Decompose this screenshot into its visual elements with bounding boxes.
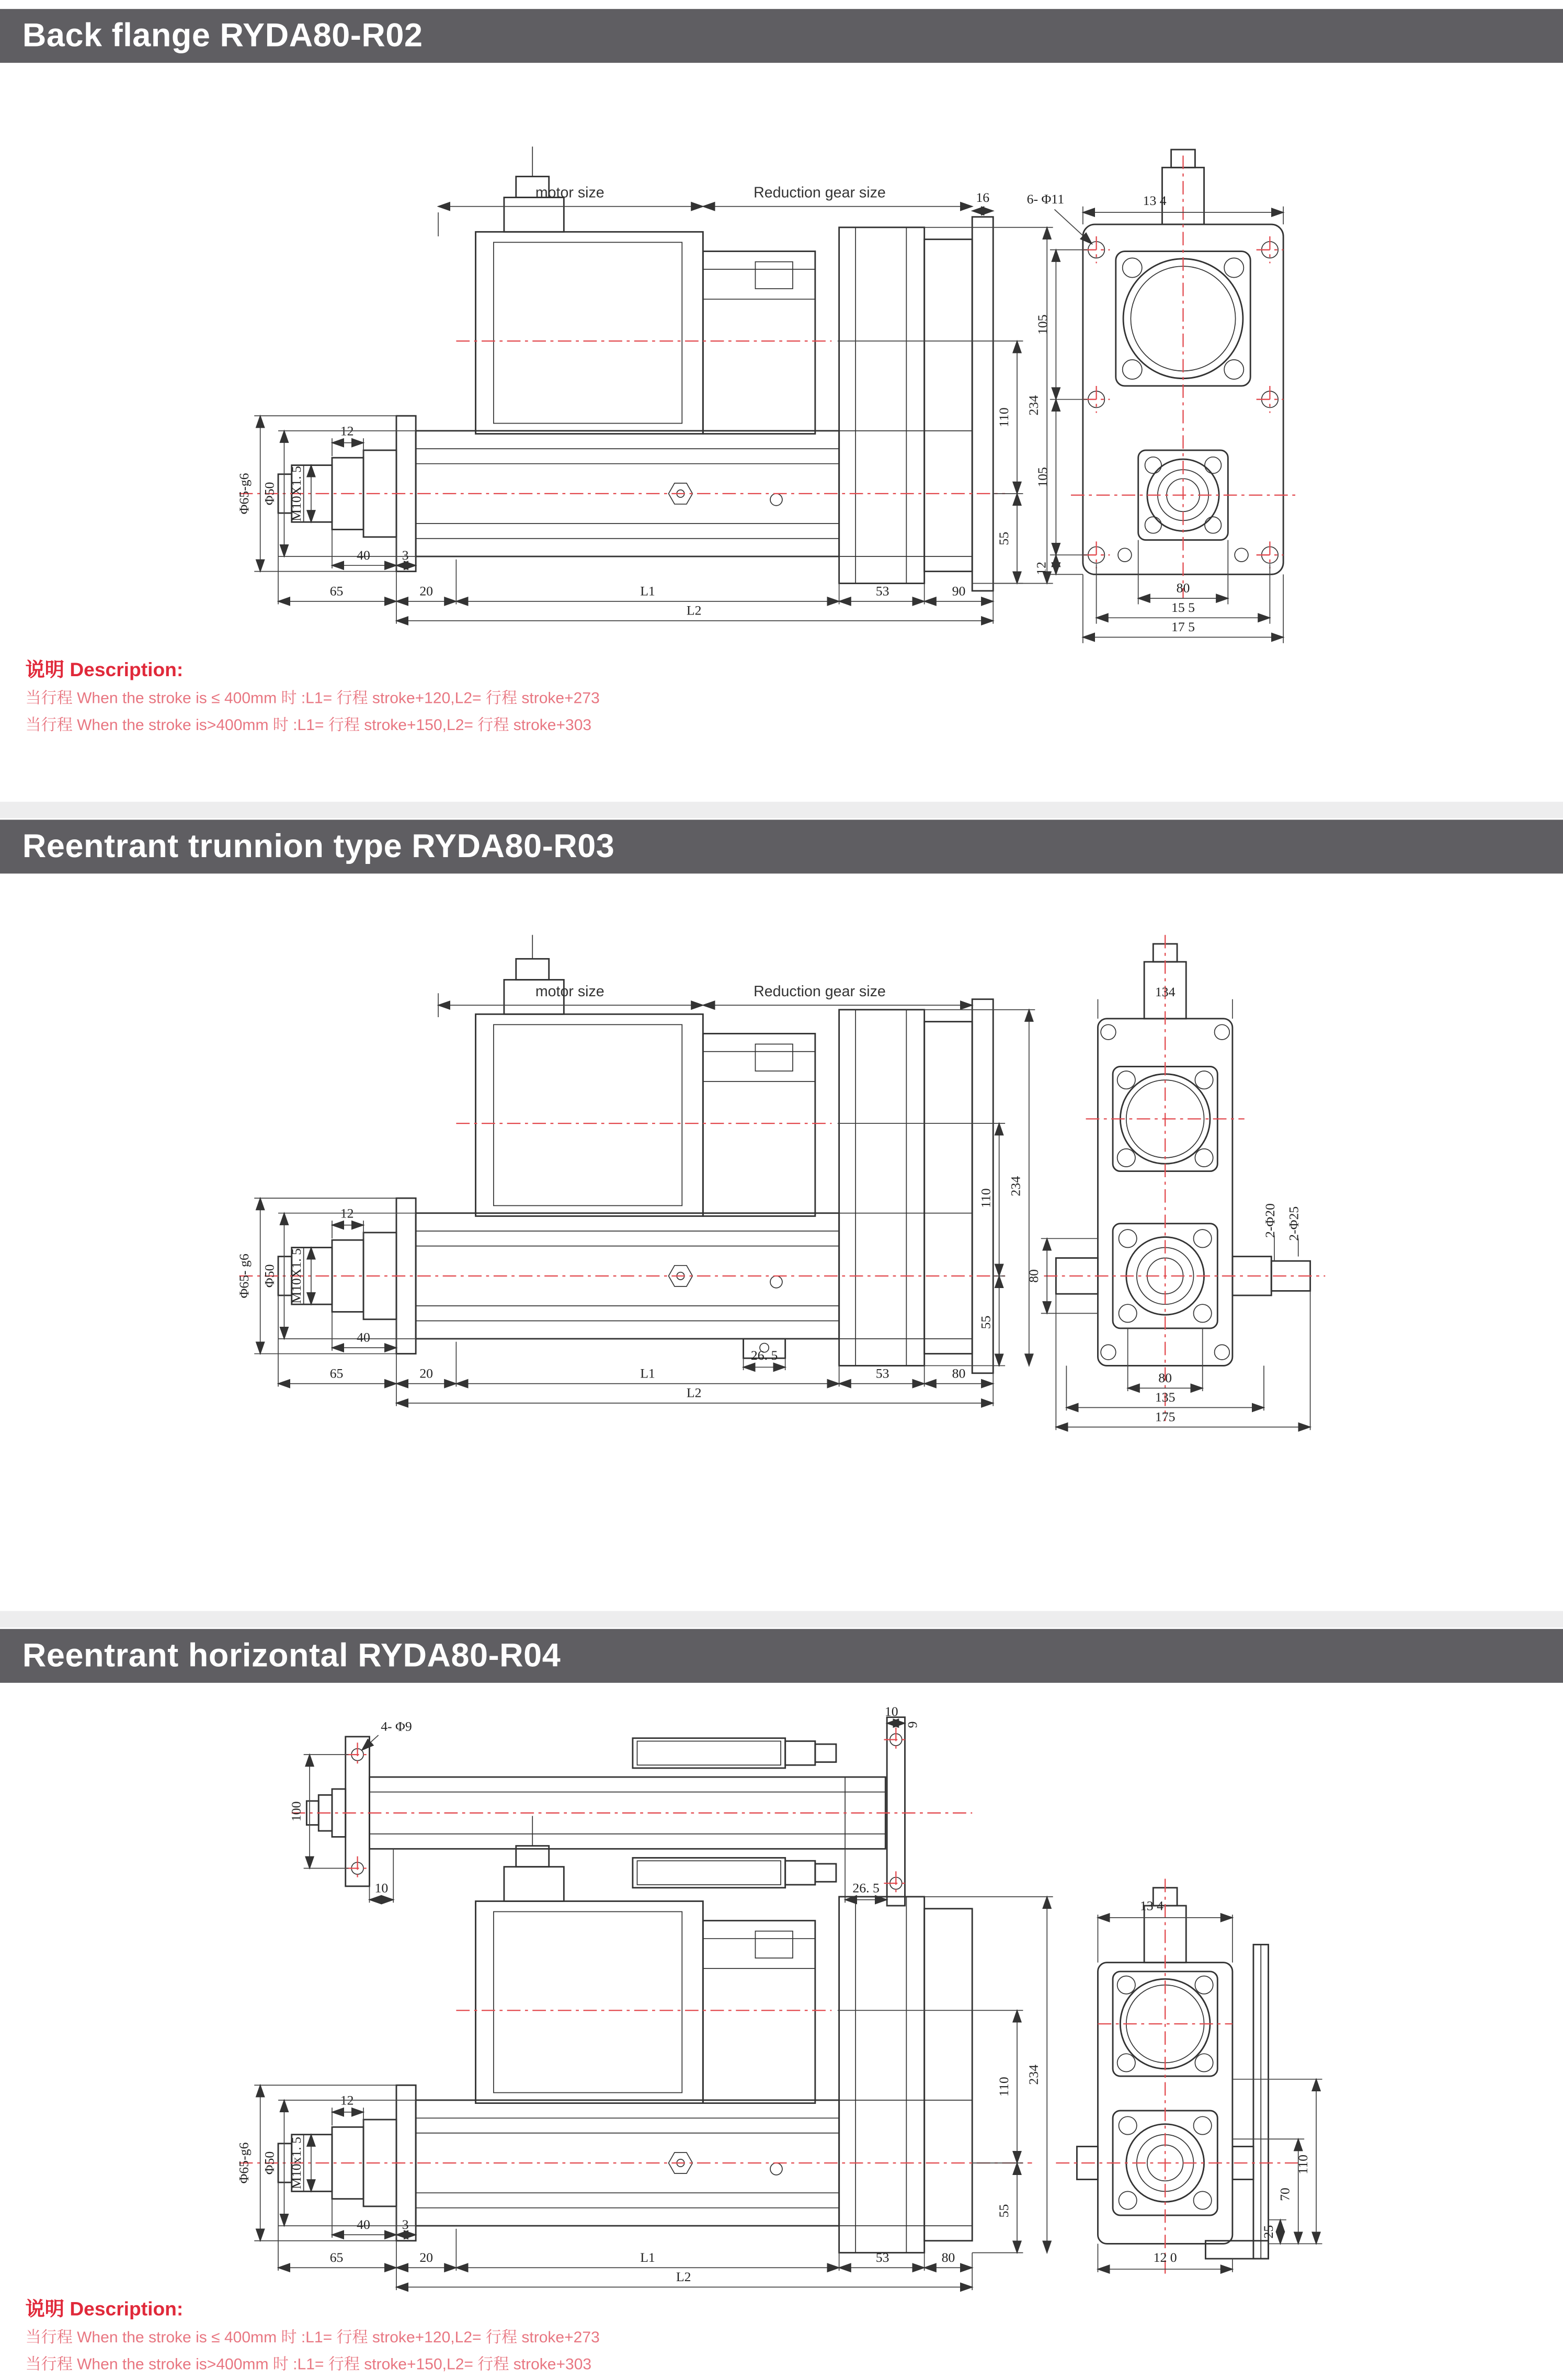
dim-9: 9 bbox=[905, 1721, 920, 1728]
description-line: 当行程 When the stroke is>400mm 时 :L1= 行程 stroke+150,L2= 行程 stroke+303 bbox=[25, 2355, 592, 2374]
dim-20: 20 bbox=[419, 2249, 433, 2265]
description-line: 当行程 When the stroke is ≤ 400mm 时 :L1= 行程 stroke+120,L2= 行程 stroke+273 bbox=[25, 2329, 600, 2347]
dim-110: 110 bbox=[996, 2077, 1011, 2097]
dim-phi65: Φ65-g6 bbox=[236, 473, 252, 515]
reduction-gear-label: Reduction gear size bbox=[754, 184, 886, 201]
dim-phi50: Φ50 bbox=[261, 482, 277, 506]
section-header-r03: Reentrant trunnion type RYDA80-R03 bbox=[0, 819, 1563, 873]
section-header-r04: Reentrant horizontal RYDA80-R04 bbox=[0, 1629, 1563, 1683]
side-view-r03 bbox=[239, 935, 1005, 1373]
dim-65: 65 bbox=[329, 583, 344, 599]
dimensions-side-r02 bbox=[236, 185, 1053, 624]
dim-53: 53 bbox=[875, 1365, 889, 1381]
description-line: 当行程 When the stroke is ≤ 400mm 时 :L1= 行程 stroke+120,L2= 行程 stroke+273 bbox=[25, 689, 600, 708]
dim-20: 20 bbox=[419, 583, 433, 599]
dim-b175: 175 bbox=[1155, 1409, 1176, 1425]
dim-175: 17 5 bbox=[1171, 619, 1195, 635]
front-view-r04 bbox=[1056, 1879, 1301, 2274]
dim-20: 20 bbox=[419, 1365, 433, 1381]
dim-265: 26. 5 bbox=[852, 1880, 880, 1896]
description-line: 当行程 When the stroke is>400mm 时 :L1= 行程 stroke+150,L2= 行程 stroke+303 bbox=[25, 716, 592, 735]
dim-phi50: Φ50 bbox=[261, 1264, 277, 1288]
dim-65: 65 bbox=[329, 2249, 344, 2265]
dim-m10: M10X1. 5 bbox=[288, 465, 304, 521]
dim-rod12: 12 bbox=[340, 423, 354, 439]
motor-size-label: motor size bbox=[535, 184, 604, 201]
dim-16: 16 bbox=[976, 190, 990, 206]
dim-L1: L1 bbox=[640, 583, 655, 599]
dim-40: 40 bbox=[357, 1329, 370, 1345]
dim-55: 55 bbox=[996, 2204, 1011, 2218]
dim-4phi9: 4- Φ9 bbox=[381, 1718, 412, 1734]
dim-L2: L2 bbox=[686, 602, 702, 618]
dim-v12: 12 bbox=[1033, 562, 1049, 575]
front-view-r02 bbox=[1071, 150, 1295, 598]
dim-10b: 10 bbox=[374, 1880, 389, 1896]
description-heading: 说明 Description: bbox=[25, 658, 184, 681]
description-heading: 说明 Description: bbox=[25, 2297, 184, 2320]
dim-side80: 80 bbox=[1026, 1269, 1042, 1283]
dim-40: 40 bbox=[357, 2216, 370, 2232]
dim-53: 53 bbox=[875, 583, 889, 599]
dim-25: 25 bbox=[1261, 2225, 1276, 2239]
dim-3: 3 bbox=[402, 547, 409, 563]
dimensions-front-r02 bbox=[1027, 191, 1284, 643]
dim-40: 40 bbox=[357, 547, 370, 563]
dim-234: 234 bbox=[1026, 2064, 1042, 2085]
top-view-r04 bbox=[289, 1704, 972, 1906]
drawing-back-flange-r02 bbox=[0, 142, 1563, 651]
dim-80: 80 bbox=[941, 2249, 955, 2265]
dim-pin20: 2-Φ20 bbox=[1262, 1203, 1277, 1238]
dim-phi65: Φ65- g6 bbox=[236, 1254, 252, 1299]
dim-6phi11: 6- Φ11 bbox=[1026, 191, 1065, 207]
dim-pin25: 2-Φ25 bbox=[1286, 1206, 1302, 1241]
dim-m10: M10x1. 5 bbox=[288, 2136, 304, 2190]
dim-134: 13 4 bbox=[1139, 1898, 1163, 1914]
dim-L1: L1 bbox=[640, 1365, 655, 1381]
dim-rod12: 12 bbox=[340, 1205, 354, 1221]
dim-b135: 135 bbox=[1155, 1390, 1176, 1405]
drawing-trunnion-r03 bbox=[0, 927, 1563, 1436]
dim-55: 55 bbox=[978, 1315, 994, 1329]
dim-b80: 80 bbox=[1158, 1370, 1172, 1385]
dim-265: 26. 5 bbox=[750, 1348, 778, 1363]
reduction-gear-label: Reduction gear size bbox=[754, 983, 886, 1000]
dim-10a: 10 bbox=[884, 1703, 898, 1719]
dim-phi65: Φ65-g6 bbox=[236, 2142, 252, 2184]
dim-134: 13 4 bbox=[1143, 192, 1167, 208]
dim-80: 80 bbox=[1176, 580, 1190, 596]
front-view-r03 bbox=[1044, 935, 1325, 1421]
dim-L2: L2 bbox=[676, 2269, 691, 2284]
motor-size-label: motor size bbox=[535, 983, 604, 1000]
dim-55: 55 bbox=[996, 531, 1011, 545]
dim-134: 134 bbox=[1155, 984, 1176, 999]
dim-110: 110 bbox=[978, 1188, 994, 1208]
dim-234: 234 bbox=[1008, 1176, 1023, 1197]
dimensions-side-r04 bbox=[236, 1897, 1053, 2290]
section-header-r02: Back flange RYDA80-R02 bbox=[0, 9, 1563, 63]
description-r02 bbox=[26, 654, 600, 741]
separator bbox=[0, 802, 1563, 818]
dim-r110: 110 bbox=[1295, 2155, 1310, 2174]
dim-90: 90 bbox=[952, 583, 966, 599]
separator bbox=[0, 1611, 1563, 1627]
drawing-horizontal-r04 bbox=[0, 1705, 1563, 2292]
dim-phi50: Φ50 bbox=[261, 2151, 277, 2175]
dimensions-front-r03 bbox=[1026, 984, 1310, 1430]
dim-100: 100 bbox=[288, 1801, 304, 1822]
dim-m10: M10X1. 5 bbox=[288, 1248, 304, 1304]
dim-rod12: 12 bbox=[340, 2092, 354, 2108]
dim-105b: 105 bbox=[1035, 467, 1051, 487]
dim-53: 53 bbox=[875, 2249, 889, 2265]
dim-3: 3 bbox=[402, 2216, 409, 2232]
dim-155: 15 5 bbox=[1171, 599, 1195, 615]
dim-80: 80 bbox=[952, 1365, 966, 1381]
dim-L1: L1 bbox=[640, 2249, 655, 2265]
dim-65: 65 bbox=[329, 1365, 344, 1381]
description-r04 bbox=[26, 2293, 600, 2380]
dim-105a: 105 bbox=[1035, 314, 1051, 335]
dim-234: 234 bbox=[1026, 395, 1042, 416]
dim-L2: L2 bbox=[686, 1385, 702, 1400]
dim-120: 12 0 bbox=[1153, 2249, 1177, 2265]
dim-110: 110 bbox=[996, 407, 1011, 427]
side-view-r02 bbox=[239, 146, 1005, 591]
dim-70: 70 bbox=[1277, 2188, 1293, 2201]
dimensions-side-r03 bbox=[236, 983, 1035, 1406]
side-view-r04 bbox=[239, 1816, 1032, 2252]
